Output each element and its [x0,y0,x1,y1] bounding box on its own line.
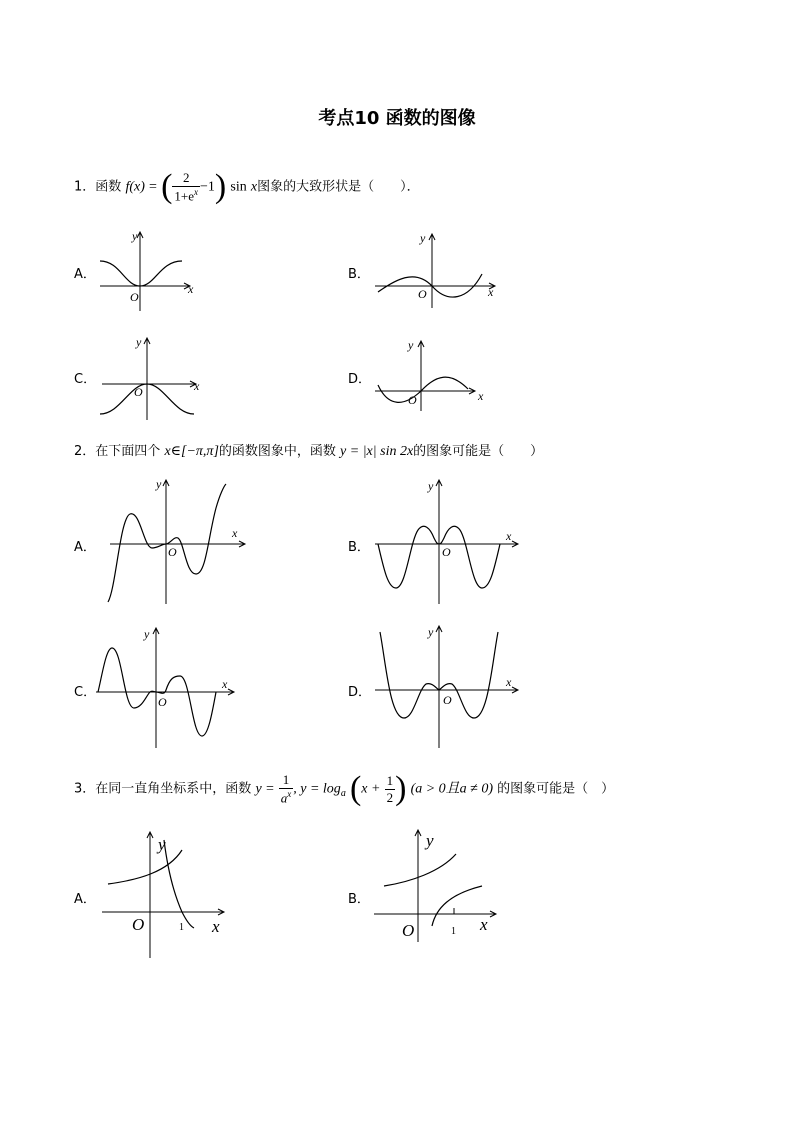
y-axis-label: y [144,627,150,641]
y-axis-label: y [158,835,166,854]
x-axis-label: x [506,529,512,543]
q2-option-a-label: A． [74,540,96,555]
origin-label: O [442,545,451,559]
q3-option-b-graph [370,826,502,946]
q1-option-d-graph [370,337,495,412]
q3-y1-den-sup: x [287,788,292,799]
question-1: 1．函数 f(x) = ( $\frac{2}{1+e^x}$ −1) sin x图象的大致形状是（ ）． [74,168,420,205]
y-axis-label: y [428,479,434,493]
q3-y2-sub: a [340,788,346,800]
q3-y2-left: , y = log [293,781,341,797]
q2-option-b-graph [370,478,522,606]
q1-fraction [172,170,200,204]
q1-minus-one: −1 [200,179,215,195]
y-axis-label: y [156,478,162,491]
q1-sin: sin [230,179,247,195]
q1-option-c-graph [90,332,210,422]
q1-option-b-label: B． [348,267,370,282]
origin-label: O [134,385,143,399]
origin-label: O [130,290,139,304]
curve [100,261,182,286]
q3-number: 3． [74,781,96,797]
x-axis-label: x [506,675,512,689]
q3-option-a-label: A． [74,892,96,907]
origin-label: O [408,393,417,407]
origin-label: O [402,921,415,940]
x-axis-label: x [212,917,220,936]
q1-fx: f(x) [125,179,145,195]
q2-option-d-label: D． [348,685,372,700]
q3-y2-arg: x + [361,781,381,797]
q3-y2-frac-num: 1 [386,772,394,788]
q3-y1-den: a [280,790,288,806]
q1-frac-den: 1+e [174,188,194,204]
page-title: 考点10 函数的图像 [318,108,476,129]
q3-condition: (a > 0且a ≠ 0) [410,781,494,797]
q2-prefix: 在下面四个 [95,444,161,459]
x-axis-label: x [222,677,228,691]
x-axis-label: x [194,379,200,393]
q1-option-c-label: C． [74,372,97,387]
q3-prefix: 在同一直角坐标系中，函数 [95,781,252,797]
tick-label-1: 1 [179,922,184,933]
q1-option-a-label: A． [74,267,96,282]
y-axis-label: y [132,229,138,243]
y-axis-label: y [408,338,414,352]
y-axis-label: y [420,231,426,245]
q3-option-a-graph [98,828,238,962]
q3-option-b-label: B． [348,892,370,907]
origin-label: O [443,693,452,707]
q1-number: 1． [74,179,96,195]
x-axis-label: x [488,285,494,299]
curve [378,377,468,402]
q1-option-d-label: D． [348,372,372,387]
x-axis-label: x [188,282,194,296]
q2-number: 2． [74,444,96,459]
q1-equals: = [149,179,157,195]
curve-exponential [384,854,456,886]
curve-logarithm [432,886,482,926]
curve-logarithm [164,840,194,928]
q3-y2-fraction [385,773,396,806]
q2-option-b-label: B． [348,540,370,555]
curve [108,484,226,602]
q3-y1-left: y = [255,781,275,797]
y-axis-label: y [428,625,434,639]
origin-label: O [168,545,177,559]
q2-option-a-graph [100,478,250,606]
y-axis-label: y [426,831,434,850]
q2-function: y = |x| sin 2x [340,444,414,459]
q1-frac-den-sup: x [194,186,198,197]
q3-postfix: 的图象可能是（ ） [497,781,615,797]
q3-y1-num: 1 [279,772,294,789]
y-axis-label: y [136,335,142,349]
q1-prefix: 函数 [95,179,122,195]
q2-option-c-label: C． [74,685,97,700]
q1-postfix: 图象的大致形状是（ ）． [257,179,420,195]
origin-label: O [158,695,167,709]
q1-var: x [250,179,258,195]
q3-y1-fraction [279,772,294,806]
q2-middle: 的函数图象中，函数 [218,444,336,459]
origin-label: O [132,915,145,934]
q2-postfix: 的图象可能是（ ） [413,444,544,459]
q1-frac-num: 2 [172,170,200,187]
tick-label-1: 1 [451,926,456,937]
q3-y2-frac-den: 2 [386,789,394,805]
x-axis-label: x [232,526,238,540]
question-2 [74,440,543,460]
x-axis-label: x [480,915,488,934]
q1-option-b-graph [370,230,500,310]
q1-option-a-graph [90,226,205,316]
q2-option-d-graph [370,624,522,750]
x-axis-label: x [478,389,484,403]
q2-domain: x∈[−π,π] [164,444,219,459]
origin-label: O [418,287,427,301]
question-3: 3．在同一直角坐标系中，函数 y = $\frac{1}{a^x}$ , $y = \log_a (x$ + $\frac{1}{2}$ ) (a > 0且a ≠ 0) 的图象可能是（ ） [74,770,615,807]
q2-option-c-graph [92,626,242,750]
